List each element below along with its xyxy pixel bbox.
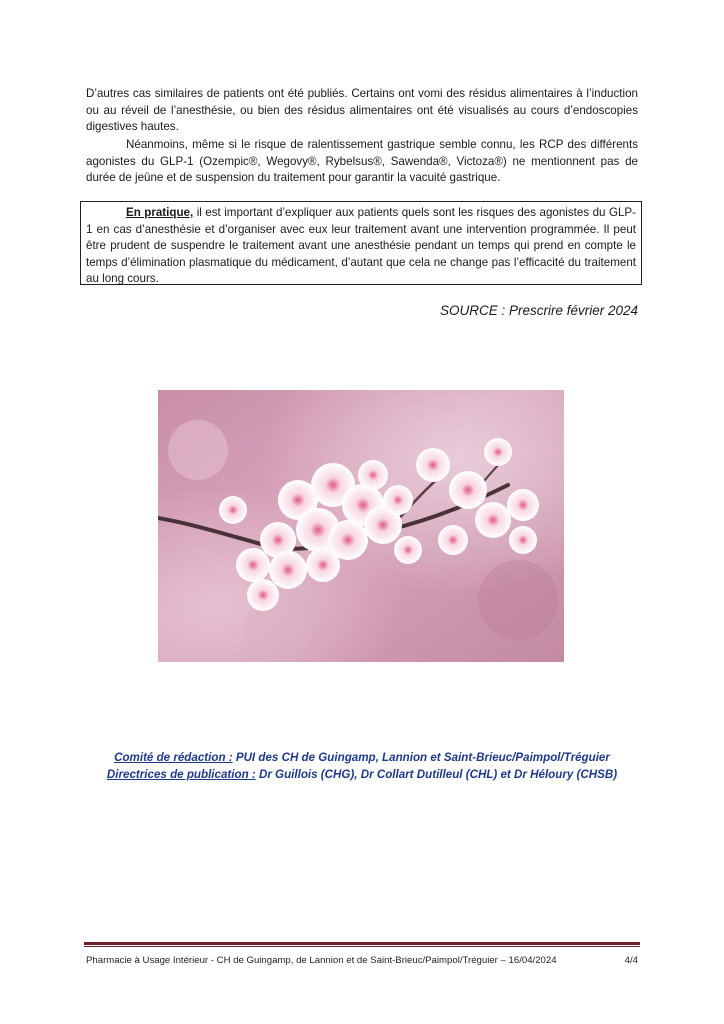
page-footer: [86, 955, 638, 966]
paragraph-rcp-text: Néanmoins, même si le risque de ralentissement gastrique semble connu, les RCP des différents agonistes du GLP-1 (Ozempic®, Wegovy®, Rybelsus®, Sawenda®, Victoza®) ne mentionnent pas de durée de jeûne et de suspension du traitement pour garantir la vacuité gastrique.: [86, 138, 638, 185]
cherry-blossom-photo: [158, 390, 564, 662]
practice-lead: En pratique,: [126, 206, 194, 219]
directrices-value: Dr Guillois (CHG), Dr Collart Dutilleul (CHL) et Dr Héloury (CHSB): [255, 768, 618, 781]
practice-box: [80, 201, 642, 285]
practice-text: il est important d’expliquer aux patients quels sont les risques des agonistes du GLP-1 en cas d’anesthésie et d’organiser avec eux leur traitement avant une intervention programmée. Il peut être prudent de suspendre le traitement avant une anesthésie pendant un temps qui prend en compte le temps d’élimination plasmatique du médicament, d’autant que cela ne change pas l’efficacité du traitement au long cours.: [86, 206, 637, 286]
directrices-publication: [0, 768, 724, 781]
comite-value: PUI des CH de Guingamp, Lannion et Saint-Brieuc/Paimpol/Tréguier: [232, 751, 610, 764]
footer-rule-thin: [84, 946, 640, 947]
paragraph-rcp-note: [86, 137, 638, 187]
footer-rule: [84, 942, 640, 945]
comite-label: Comité de rédaction :: [114, 751, 233, 764]
page-number: 4/4: [624, 955, 638, 966]
comite-redaction: [0, 751, 724, 764]
source-citation: SOURCE : Prescrire février 2024: [439, 303, 638, 318]
paragraph-similar-cases: D’autres cas similaires de patients ont été publiés. Certains ont vomi des résidus alimentaires à l’induction ou au réveil de l’anesthésie, ou bien des résidus alimentaires ont été visualisés au cours d’endoscopies digestives hautes.: [86, 87, 638, 134]
directrices-label: Directrices de publication :: [106, 768, 256, 781]
footer-text: Pharmacie à Usage Intérieur - CH de Guingamp, de Lannion et de Saint-Brieuc/Paimpol/Tréguier – 16/04/2024: [86, 955, 557, 966]
